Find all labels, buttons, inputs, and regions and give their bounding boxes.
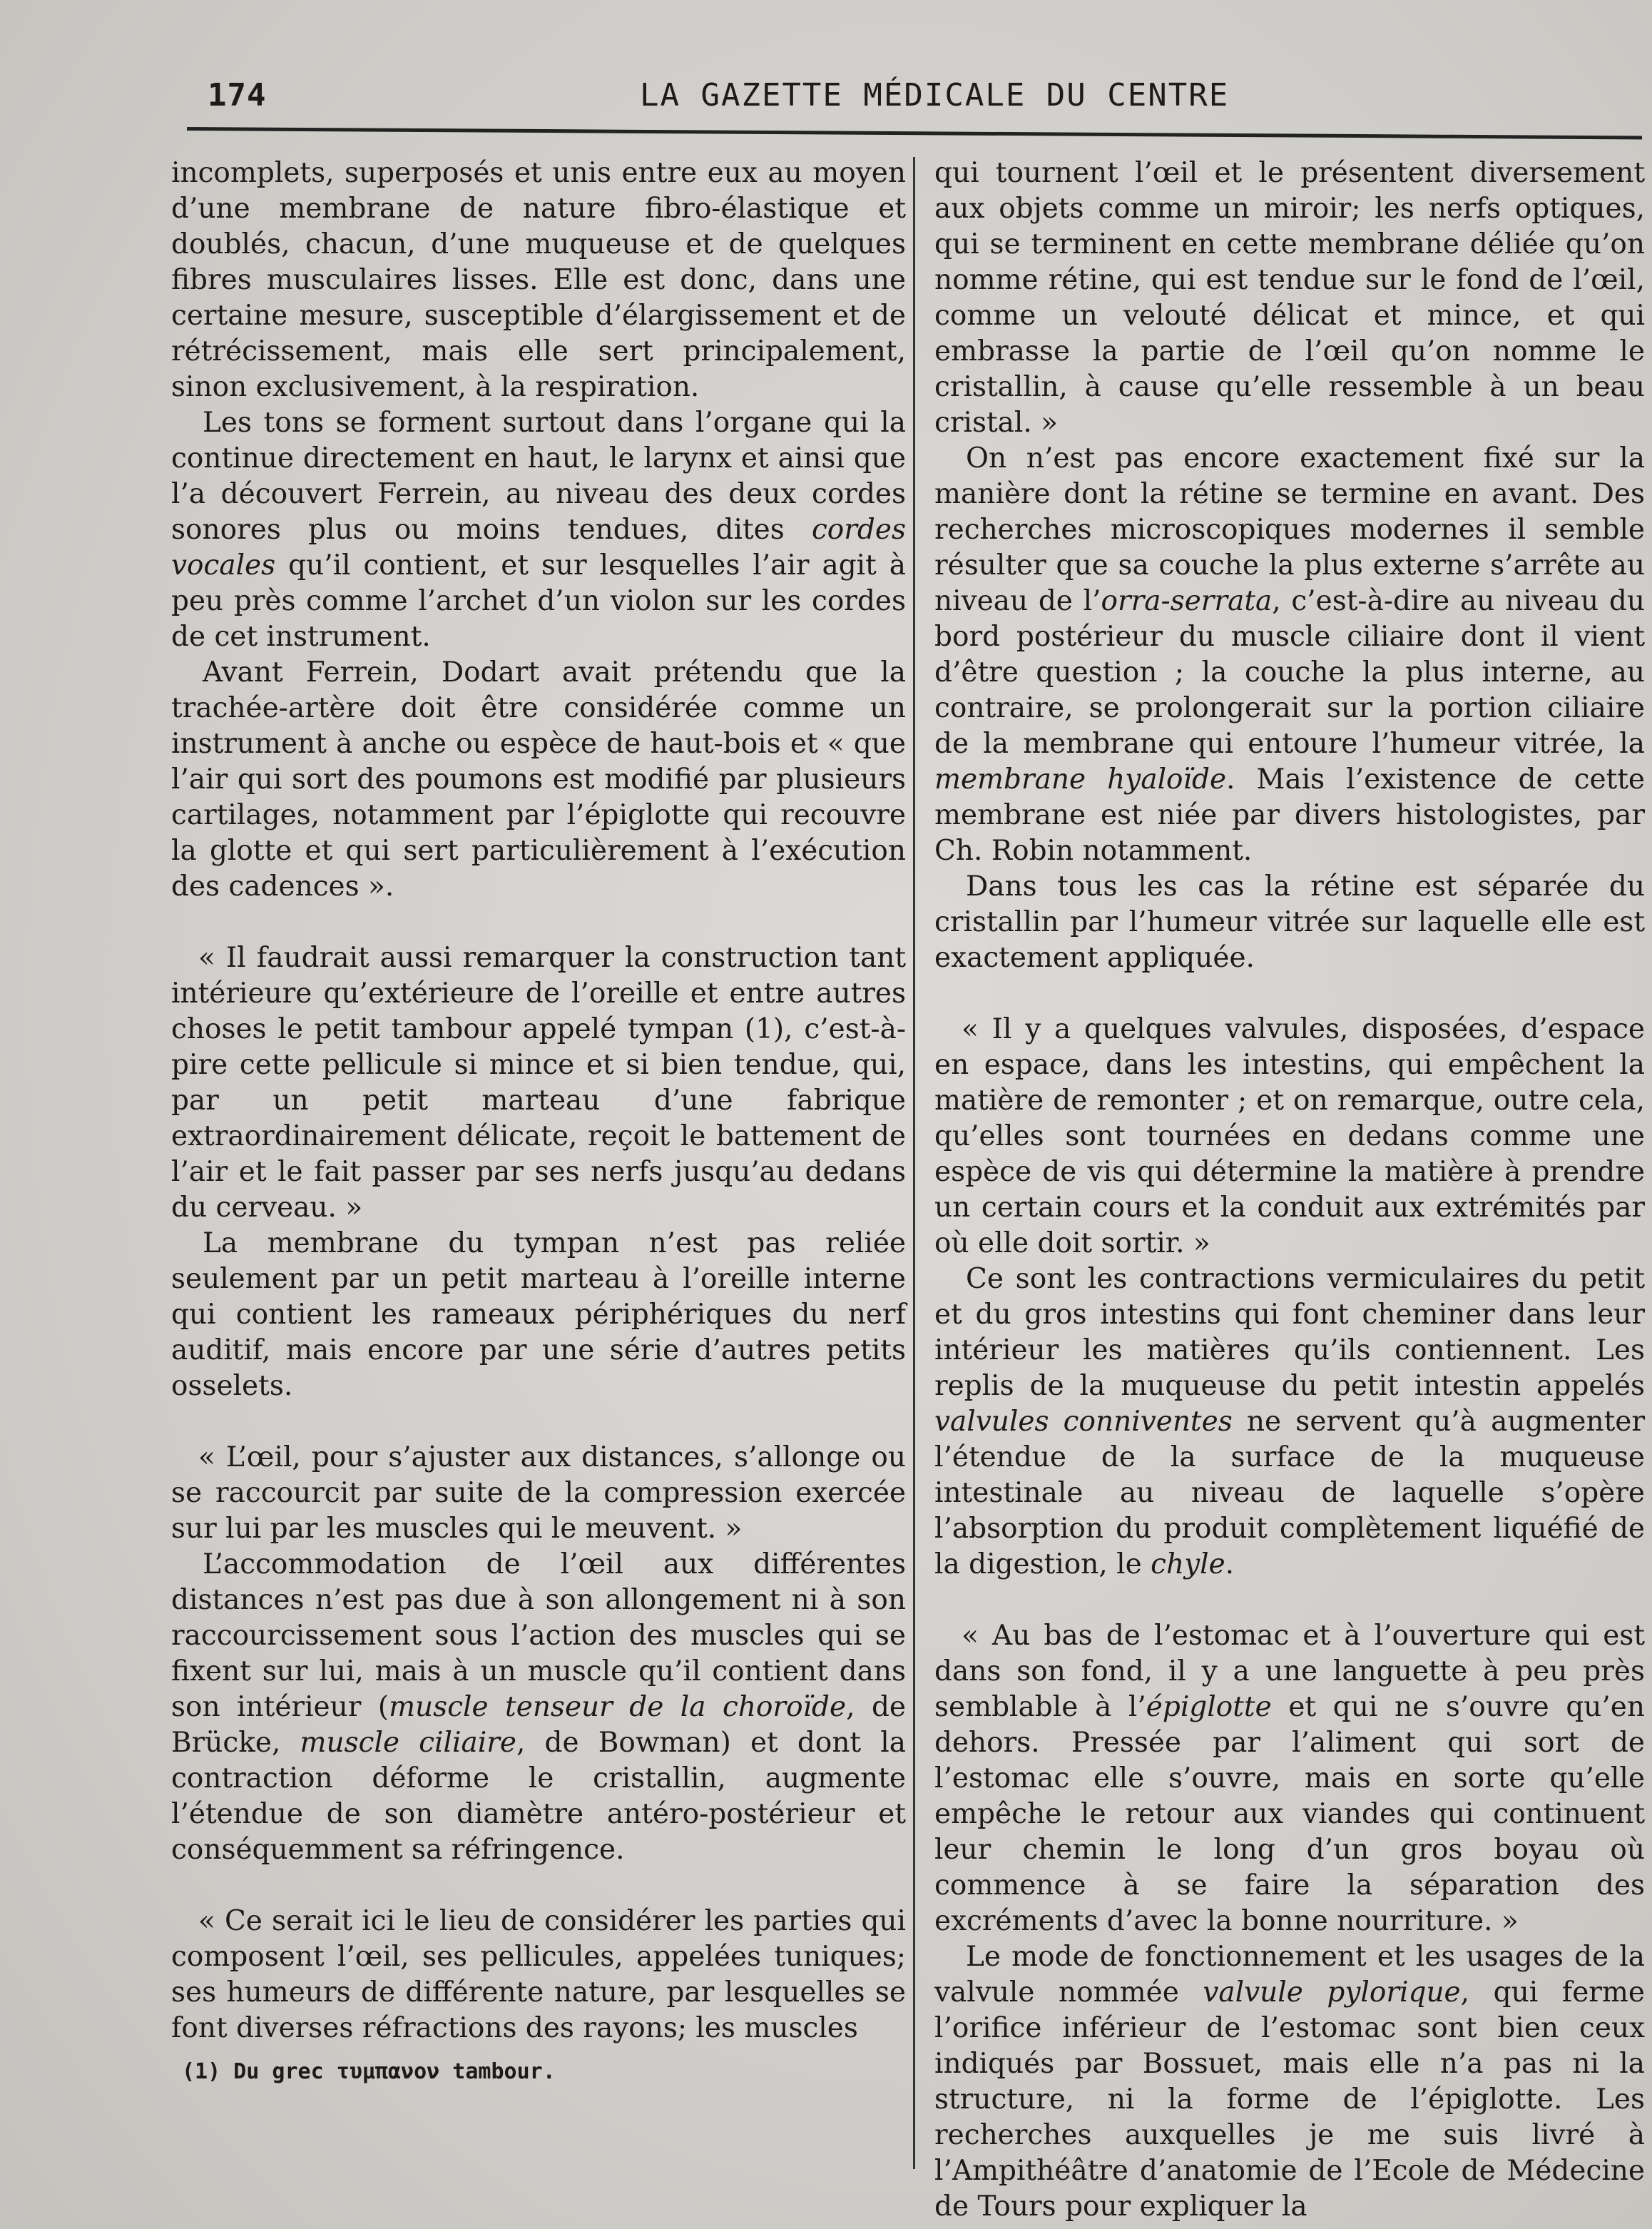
right-column bbox=[934, 156, 1645, 2225]
paragraph: On n’est pas encore exactement fixé sur la manière dont la rétine se termine en avant. Des recherches microscopiques modernes il semble résulter que sa couche la plus externe s’arrête au niveau de l’orra-serrata, c’est-à-dire au niveau du bord postérieur du muscle ciliaire dont il vient d’être question ; la couche la plus interne, au contraire, se prolongerait sur la portion ciliaire de la membrane qui entoure l’humeur vitrée, la membrane hyaloïde. Mais l’existence de cette membrane est niée par divers histologistes, par Ch. Robin notamment. bbox=[934, 442, 1645, 867]
bossuet-quote: « Ce serait ici le lieu de considérer les parties qui composent l’œil, ses pellicules, appelées tuniques; ses humeurs de différente nature, par lesquelles se font diverses réfractions des rayons; les muscles bbox=[171, 1905, 906, 2044]
paragraph: L’accommodation de l’œil aux différentes distances n’est pas due à son allongement ni à son raccourcissement sous l’action des muscles qui se fixent sur lui, mais à un muscle qu’il contient dans son intérieur (muscle tenseur de la choroïde, de Brücke, muscle ciliaire, de Bowman) et dont la contraction déforme le cristallin, augmente l’étendue de son diamètre antéro-postérieur et conséquemment sa réfringence. bbox=[171, 1548, 906, 1866]
italic-term: membrane hyaloïde bbox=[934, 763, 1227, 796]
header-rule bbox=[187, 127, 1642, 139]
bossuet-quote: « Au bas de l’estomac et à l’ouverture qui est dans son fond, il y a une languette à peu près semblable à l’épiglotte et qui ne s’ouvre qu’en dehors. Pressée par l’aliment qui sort de l’estomac elle s’ouvre, mais en sorte qu’elle empêche le retour aux viandes qui continuent leur chemin le long d’un gros boyau où commence à se faire la séparation des excréments d’avec la bonne nourriture. » bbox=[934, 1620, 1646, 1937]
italic-term: muscle ciliaire bbox=[300, 1727, 516, 1759]
bossuet-quote-continued: qui tournent l’œil et le présentent diversement aux objets comme un miroir; les nerfs optiques, qui se terminent en cette membrane déliée qu’on nomme rétine, qui est tendue sur le fond de l’œil, comme un velouté délicat et mince, et qui embrasse la partie de l’œil qu’on nomme le cristallin, à cause qu’elle ressemble à un beau cristal. » bbox=[934, 157, 1645, 439]
bossuet-quote: « Il y a quelques valvules, disposées, d’espace en espace, dans les intestins, qui empêchent la matière de remonter ; et on remarque, outre cela, qu’elles sont tournées en dedans comme une espèce de vis qui détermine la matière à prendre un certain cours et la conduit aux extrémités par où elle doit sortir. » bbox=[934, 1013, 1645, 1259]
italic-term: valvule pylorique bbox=[1203, 1976, 1461, 2009]
footnote: (1) Du grec τυμπανον tambour. bbox=[182, 2059, 556, 2084]
italic-term: muscle tenseur de la choroïde bbox=[389, 1691, 847, 1723]
italic-term: valvules conniventes bbox=[934, 1406, 1233, 1438]
italic-term: épiglotte bbox=[1146, 1691, 1272, 1723]
journal-title: LA GAZETTE MÉDICALE DU CENTRE bbox=[640, 77, 1230, 113]
bossuet-quote: « Il faudrait aussi remarquer la construction tant intérieure qu’extérieure de l’oreille et entre autres choses le petit tambour appelé tympan (1), c’est-à-pire cette pellicule si mince et si bien tendue, qui, par un petit marteau d’une fabrique extraordinairement délicate, reçoit le battement de l’air et le fait passer par ses nerfs jusqu’au dedans du cerveau. » bbox=[171, 942, 906, 1224]
paragraph: Ce sont les contractions vermiculaires du petit et du gros intestins qui font cheminer dans leur intérieur les matières qu’ils contiennent. Les replis de la muqueuse du petit intestin appelés valvules conniventes ne servent qu’à augmenter l’étendue de la surface de la muqueuse intestinale au niveau de laquelle s’opère l’absorption du produit complètement liquéfié de la digestion, le chyle. bbox=[934, 1263, 1645, 1580]
paragraph: La membrane du tympan n’est pas reliée seulement par un petit marteau à l’oreille interne qui contient les rameaux périphériques du nerf auditif, mais encore par une série d’autres petits osselets. bbox=[171, 1227, 906, 1402]
column-divider bbox=[913, 157, 915, 2169]
paragraph: Les tons se forment surtout dans l’organe qui la continue directement en haut, le larynx et ainsi que l’a découvert Ferrein, au niveau des deux cordes sonores plus ou moins tendues, dites cordes vocales qu’il contient, et sur lesquelles l’air agit à peu près comme l’archet d’un violon sur les cordes de cet instrument. bbox=[171, 407, 906, 653]
running-header bbox=[203, 77, 1630, 120]
left-column bbox=[171, 156, 906, 2046]
paragraph: Le mode de fonctionnement et les usages de la valvule nommée valvule pylorique, qui ferme l’orifice inférieur de l’estomac sont bien ceux indiqués par Bossuet, mais elle n’a pas ni la structure, ni la forme de l’épiglotte. Les recherches auxquelles je me suis livré à l’Ampithéâtre d’anatomie de l’Ecole de Médecine de Tours pour expliquer la bbox=[934, 1941, 1645, 2223]
bossuet-quote: « L’œil, pour s’ajuster aux distances, s’allonge ou se raccourcit par suite de la compression exercée sur lui par les muscles qui le meuvent. » bbox=[171, 1441, 906, 1545]
page-number: 174 bbox=[208, 77, 267, 113]
paragraph: Avant Ferrein, Dodart avait prétendu que la trachée-artère doit être considérée comme un instrument à anche ou espèce de haut-bois et « que l’air qui sort des poumons est modifié par plusieurs cartilages, notamment par l’épiglotte qui recouvre la glotte et qui sert particulièrement à l’exécution des cadences ». bbox=[171, 656, 906, 903]
paragraph: incomplets, superposés et unis entre eux au moyen d’une membrane de nature fibro-élastique et doublés, chacun, d’une muqueuse et de quelques fibres musculaires lisses. Elle est donc, dans une certaine mesure, susceptible d’élargissement et de rétrécissement, mais elle sert principalement, sinon exclusivement, à la respiration. bbox=[171, 157, 906, 403]
paragraph: Dans tous les cas la rétine est séparée du cristallin par l’humeur vitrée sur laquelle elle est exactement appliquée. bbox=[934, 870, 1645, 974]
italic-term: cordes vocales bbox=[171, 514, 906, 582]
italic-term: orra-serrata bbox=[1101, 585, 1273, 617]
italic-term: chyle bbox=[1151, 1548, 1225, 1580]
